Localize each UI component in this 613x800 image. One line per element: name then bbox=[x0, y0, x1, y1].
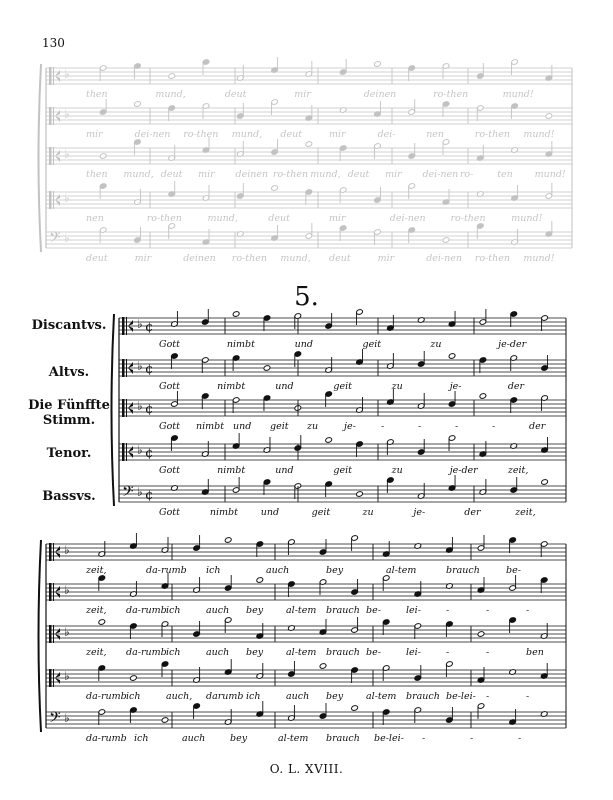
lyric-syllable: - bbox=[470, 733, 474, 744]
lyric-syllable: da-rumb bbox=[86, 691, 127, 702]
flat-icon: ♭ bbox=[64, 543, 70, 557]
lyric-syllable: brauch bbox=[326, 647, 360, 658]
flat-icon: ♭ bbox=[64, 711, 70, 725]
note-head bbox=[541, 479, 549, 486]
lyric-syllable: Gott bbox=[159, 465, 180, 476]
c-clef-icon bbox=[53, 543, 54, 561]
lyric-syllable: da-rumb bbox=[146, 565, 187, 576]
flat-icon: ♭ bbox=[64, 625, 70, 639]
lyric-syllable: zu bbox=[307, 421, 319, 432]
note-head bbox=[351, 705, 359, 712]
lyric-syllable: der bbox=[529, 421, 546, 432]
lyric-syllable: ro-then bbox=[474, 129, 510, 140]
bass-clef-icon: 𝄢 bbox=[122, 483, 134, 504]
lyric-syllable: mir bbox=[134, 253, 152, 264]
lyric-syllable: dei-nen bbox=[134, 129, 171, 140]
lyric-syllable: - bbox=[486, 691, 490, 702]
lyric-syllable: zeit, bbox=[507, 465, 529, 476]
note-head bbox=[356, 491, 364, 498]
lyric-syllable: ich bbox=[134, 733, 149, 744]
lyric-syllable: und bbox=[275, 381, 294, 392]
c-clef-icon bbox=[49, 147, 52, 165]
lyric-syllable: bey bbox=[326, 565, 344, 576]
voice-label-discantus: Discantvs. bbox=[31, 318, 107, 333]
meter-icon: ¢ bbox=[145, 362, 154, 377]
lyric-syllable: je- bbox=[344, 421, 356, 432]
staff bbox=[119, 389, 566, 417]
lyric-syllable: geit bbox=[362, 339, 382, 350]
c-clef-icon bbox=[53, 583, 54, 601]
lyric-syllable: brauch bbox=[326, 733, 360, 744]
c-clef-icon bbox=[49, 625, 52, 643]
lyric-syllable: mund, bbox=[155, 89, 186, 100]
lyric-syllable: bey bbox=[246, 647, 264, 658]
lyric-syllable: - bbox=[526, 691, 530, 702]
note-head bbox=[442, 237, 450, 244]
lyric-syllable: ich bbox=[166, 647, 181, 658]
lyric-syllable: deut bbox=[160, 169, 183, 180]
c-clef-icon bbox=[126, 399, 127, 417]
lyric-syllable: deut bbox=[86, 253, 108, 264]
lyric-syllable: mund, bbox=[231, 129, 263, 140]
lyric-syllable: mund! bbox=[523, 253, 555, 264]
c-clef-icon bbox=[122, 317, 125, 335]
staff bbox=[46, 659, 566, 687]
note-head bbox=[545, 113, 553, 120]
system-brace-icon bbox=[39, 540, 42, 732]
staff bbox=[46, 57, 572, 85]
c-clef-icon bbox=[126, 317, 127, 335]
lyric-syllable: Gott bbox=[159, 421, 180, 432]
lyric-syllable: da-rumb bbox=[126, 647, 167, 658]
staff bbox=[119, 433, 566, 461]
lyric-syllable: ro-then bbox=[272, 169, 309, 180]
lyric-syllable: mund, bbox=[310, 169, 341, 180]
lyric-syllable: - bbox=[526, 605, 530, 616]
lyric-syllable: ro- bbox=[459, 169, 474, 180]
lyric-syllable: nimbt bbox=[217, 465, 246, 476]
lyric-syllable: ich bbox=[126, 691, 141, 702]
lyric-syllable: mir bbox=[329, 213, 346, 224]
note-head bbox=[224, 537, 232, 544]
c-clef-icon bbox=[49, 67, 52, 85]
lyric-syllable: mir bbox=[329, 129, 346, 140]
lyric-syllable: then bbox=[86, 89, 108, 100]
lyric-syllable: zeit, bbox=[86, 565, 107, 576]
flat-icon: ♭ bbox=[64, 191, 70, 205]
lyric-syllable: mir bbox=[385, 169, 402, 180]
staff bbox=[119, 349, 566, 377]
lyric-syllable: geit bbox=[311, 507, 331, 518]
voice-label-quinta: Die Fünffte Stimm. bbox=[28, 398, 110, 428]
lyric-syllable: je-der bbox=[498, 339, 527, 350]
lyric-syllable: nen bbox=[86, 213, 104, 224]
lyric-syllable: auch bbox=[206, 605, 230, 616]
c-clef-icon bbox=[49, 107, 52, 125]
lyric-syllable: ro-then bbox=[474, 253, 510, 264]
lyric-syllable: mund! bbox=[534, 169, 566, 180]
system-1 bbox=[112, 309, 567, 518]
lyric-syllable: je- bbox=[413, 507, 426, 518]
lyric-syllable: - bbox=[486, 647, 490, 658]
lyric-syllable: zu bbox=[391, 381, 403, 392]
system-brace-icon bbox=[112, 314, 115, 506]
note-head bbox=[134, 101, 142, 108]
lyric-syllable: nimbt bbox=[209, 507, 238, 518]
lyric-syllable: nimbt bbox=[196, 421, 225, 432]
lyric-syllable: ro-then bbox=[231, 253, 267, 264]
lyric-syllable: nimbt bbox=[217, 381, 246, 392]
flat-icon: ♭ bbox=[64, 583, 70, 597]
c-clef-icon bbox=[122, 359, 125, 377]
c-clef-icon bbox=[126, 443, 127, 461]
c-clef-icon bbox=[122, 399, 125, 417]
lyric-syllable: dei- bbox=[377, 129, 396, 140]
lyric-syllable: - bbox=[381, 421, 385, 432]
lyric-syllable: zu bbox=[391, 465, 403, 476]
lyric-syllable: mir bbox=[198, 169, 215, 180]
lyric-syllable: al-tem bbox=[286, 647, 317, 658]
lyric-syllable: bey bbox=[246, 605, 264, 616]
voice-label-altus: Altvs. bbox=[48, 365, 90, 380]
lyric-syllable: mund, bbox=[123, 169, 154, 180]
lyric-syllable: und bbox=[260, 507, 280, 518]
lyric-syllable: ro-then bbox=[146, 213, 182, 224]
note-head bbox=[99, 153, 107, 160]
lyric-syllable: deinen bbox=[235, 169, 269, 180]
c-clef-icon bbox=[53, 625, 54, 643]
note-head bbox=[319, 663, 327, 670]
lyric-syllable: bey bbox=[326, 691, 344, 702]
meter-icon: ¢ bbox=[145, 488, 154, 503]
lyric-syllable: dei-nen bbox=[389, 213, 426, 224]
staff bbox=[119, 309, 566, 335]
note-head bbox=[448, 353, 456, 360]
lyric-syllable: da-rumb bbox=[126, 605, 167, 616]
flat-icon: ♭ bbox=[64, 107, 70, 121]
note-head bbox=[232, 311, 240, 318]
staff bbox=[46, 617, 566, 643]
lyric-syllable: der bbox=[507, 381, 525, 392]
lyric-syllable: ro-then bbox=[183, 129, 219, 140]
lyric-syllable: geit bbox=[333, 465, 352, 476]
meter-icon: ¢ bbox=[145, 446, 154, 461]
lyric-syllable: nen bbox=[426, 129, 445, 140]
lyric-syllable: mund! bbox=[523, 129, 555, 140]
staff bbox=[46, 137, 572, 165]
voice-label-tenor: Tenor. bbox=[46, 446, 92, 461]
lyric-syllable: dei-nen bbox=[422, 169, 459, 180]
note-head bbox=[161, 717, 169, 724]
c-clef-icon bbox=[53, 67, 54, 85]
c-clef-icon bbox=[49, 191, 52, 209]
lyric-syllable: deut bbox=[268, 213, 290, 224]
lyric-syllable: brauch bbox=[446, 565, 480, 576]
lyric-syllable: mund! bbox=[511, 213, 543, 224]
lyric-syllable: ro-then bbox=[433, 89, 469, 100]
lyric-syllable: geit bbox=[270, 421, 289, 432]
c-clef-icon bbox=[49, 669, 52, 687]
lyric-syllable: be- bbox=[366, 605, 381, 616]
lyric-syllable: zeit, bbox=[86, 605, 107, 616]
lyric-syllable: mund, bbox=[280, 253, 311, 264]
lyric-syllable: und bbox=[275, 465, 294, 476]
c-clef-icon bbox=[49, 543, 52, 561]
lyric-syllable: und bbox=[294, 339, 313, 350]
lyric-syllable: geit bbox=[333, 381, 352, 392]
lyric-syllable: auch, bbox=[166, 691, 193, 702]
lyric-syllable: brauch bbox=[406, 691, 440, 702]
system-brace-icon bbox=[39, 64, 42, 252]
lyric-syllable: zeit, bbox=[515, 507, 536, 518]
lyric-syllable: deut bbox=[224, 89, 247, 100]
lyric-syllable: al-tem bbox=[286, 605, 317, 616]
lyric-syllable: deinen bbox=[363, 89, 397, 100]
faded-system bbox=[39, 57, 573, 264]
lyric-syllable: ich bbox=[206, 565, 221, 576]
c-clef-icon bbox=[53, 147, 54, 165]
note-head bbox=[325, 437, 333, 444]
lyric-syllable: da-rumb bbox=[86, 733, 127, 744]
c-clef-icon bbox=[53, 669, 54, 687]
flat-icon: ♭ bbox=[137, 399, 143, 413]
note-head bbox=[479, 393, 487, 400]
page-number: 130 bbox=[42, 36, 65, 50]
lyric-syllable: brauch bbox=[326, 605, 360, 616]
lyric-syllable: auch bbox=[286, 691, 310, 702]
note-head bbox=[477, 631, 485, 638]
footer-signature: O. L. XVIII. bbox=[269, 762, 344, 776]
lyric-syllable: darumb bbox=[206, 691, 244, 702]
c-clef-icon bbox=[122, 443, 125, 461]
staff bbox=[119, 475, 566, 504]
c-clef-icon bbox=[49, 583, 52, 601]
staff bbox=[46, 221, 572, 250]
lyric-syllable: al-tem bbox=[278, 733, 309, 744]
lyric-syllable: der bbox=[464, 507, 481, 518]
lyric-syllable: mir bbox=[86, 129, 103, 140]
lyric-syllable: - bbox=[518, 733, 522, 744]
lyric-syllable: auch bbox=[182, 733, 206, 744]
lyric-syllable: ben bbox=[526, 647, 544, 658]
lyric-syllable: zeit, bbox=[86, 647, 107, 658]
lyric-syllable: - bbox=[418, 421, 422, 432]
lyric-syllable: mir bbox=[377, 253, 395, 264]
lyric-syllable: deut bbox=[280, 129, 303, 140]
lyric-syllable: je- bbox=[449, 381, 462, 392]
flat-icon: ♭ bbox=[64, 147, 70, 161]
lyric-syllable: Gott bbox=[159, 381, 180, 392]
flat-icon: ♭ bbox=[137, 317, 143, 331]
staff bbox=[46, 701, 566, 730]
staff bbox=[46, 533, 566, 561]
lyric-syllable: zu bbox=[362, 507, 374, 518]
note-head bbox=[271, 185, 279, 192]
lyric-syllable: bey bbox=[230, 733, 248, 744]
lyric-syllable: Gott bbox=[159, 339, 180, 350]
lyric-syllable: auch bbox=[266, 565, 290, 576]
note-head bbox=[168, 73, 176, 80]
lyric-syllable: al-tem bbox=[386, 565, 417, 576]
lyric-syllable: - bbox=[492, 421, 496, 432]
piece-number: 5. bbox=[294, 282, 319, 312]
lyric-syllable: deut bbox=[347, 169, 370, 180]
lyric-syllable: - bbox=[446, 647, 450, 658]
lyric-syllable: - bbox=[446, 605, 450, 616]
system-2 bbox=[39, 533, 567, 744]
flat-icon: ♭ bbox=[64, 669, 70, 683]
c-clef-icon bbox=[126, 359, 127, 377]
lyric-syllable: deut bbox=[329, 253, 351, 264]
lyric-syllable: - bbox=[455, 421, 459, 432]
flat-icon: ♭ bbox=[137, 485, 143, 499]
staff bbox=[46, 573, 566, 601]
note-head bbox=[263, 365, 271, 372]
lyric-syllable: ich bbox=[166, 605, 181, 616]
c-clef-icon bbox=[53, 191, 54, 209]
lyric-syllable: ten bbox=[497, 169, 513, 180]
lyric-syllable: mir bbox=[294, 89, 311, 100]
note-head bbox=[98, 619, 106, 626]
lyric-syllable: mund, bbox=[207, 213, 238, 224]
note-head bbox=[374, 61, 382, 68]
lyric-syllable: be-lei- bbox=[374, 733, 404, 744]
note-head bbox=[256, 577, 264, 584]
staff bbox=[46, 181, 572, 209]
lyric-syllable: deinen bbox=[183, 253, 216, 264]
bass-clef-icon: 𝄢 bbox=[49, 709, 61, 730]
lyric-syllable: - bbox=[486, 605, 490, 616]
c-clef-icon bbox=[53, 107, 54, 125]
lyric-syllable: ro-then bbox=[450, 213, 486, 224]
meter-icon: ¢ bbox=[145, 402, 154, 417]
flat-icon: ♭ bbox=[64, 67, 70, 81]
lyric-syllable: ich bbox=[246, 691, 261, 702]
lyric-syllable: und bbox=[233, 421, 252, 432]
lyric-syllable: be-lei- bbox=[446, 691, 476, 702]
note-head bbox=[130, 675, 138, 682]
lyric-syllable: al-tem bbox=[366, 691, 397, 702]
lyric-syllable: je-der bbox=[449, 465, 478, 476]
lyric-syllable: mund! bbox=[502, 89, 534, 100]
lyric-syllable: then bbox=[86, 169, 108, 180]
lyric-syllable: zu bbox=[430, 339, 442, 350]
lyric-syllable: lei- bbox=[406, 647, 421, 658]
lyric-syllable: dei-nen bbox=[426, 253, 463, 264]
flat-icon: ♭ bbox=[137, 359, 143, 373]
lyric-syllable: lei- bbox=[406, 605, 421, 616]
lyric-syllable: auch bbox=[206, 647, 230, 658]
voice-label-bassus: Bassvs. bbox=[42, 489, 96, 504]
flat-icon: ♭ bbox=[137, 443, 143, 457]
lyric-syllable: - bbox=[422, 733, 426, 744]
bass-clef-icon: 𝄢 bbox=[49, 229, 61, 250]
note-head bbox=[305, 141, 313, 148]
lyric-syllable: be- bbox=[366, 647, 381, 658]
lyric-syllable: Gott bbox=[159, 507, 180, 518]
meter-icon: ¢ bbox=[145, 320, 154, 335]
flat-icon: ♭ bbox=[64, 231, 70, 245]
staff bbox=[46, 99, 572, 125]
lyric-syllable: nimbt bbox=[226, 339, 255, 350]
lyric-syllable: be- bbox=[506, 565, 521, 576]
